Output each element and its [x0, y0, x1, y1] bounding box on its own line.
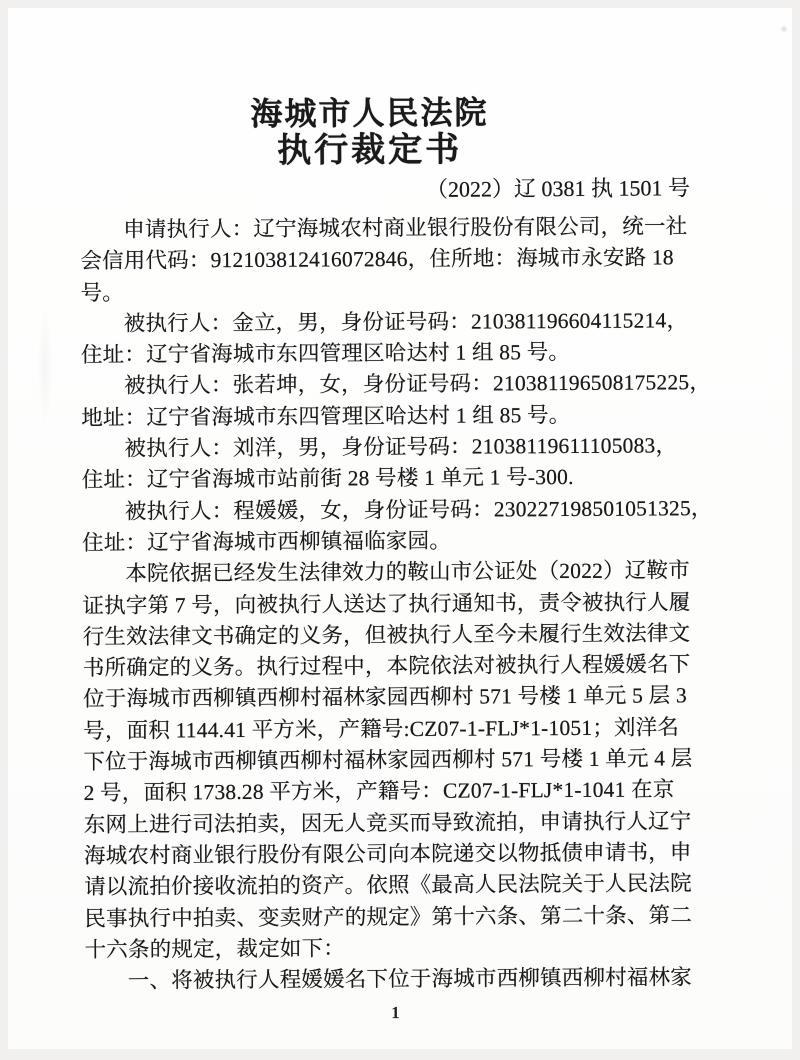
- body-line: 地址：辽宁省海城市东四管理区哈达村 1 组 85 号。: [81, 402, 571, 430]
- document-body: [80, 211, 735, 997]
- body-line: 号，面积 1144.41 平方米，产籍号:CZ07-1-FLJ*1-1051；刘洋名: [83, 715, 680, 743]
- body-line: 2 号，面积 1738.28 平方米，产籍号：CZ07-1-FLJ*1-1041 在京: [83, 777, 675, 806]
- body-line: 申请执行人：辽宁海城农村商业银行股份有限公司，统一社: [123, 214, 688, 242]
- body-line: 被执行人：程媛媛，女，身份证号码：230227198501051325，: [124, 495, 713, 524]
- page-number: 1: [391, 1003, 401, 1023]
- body-line: 海城农村商业银行股份有限公司向本院递交以物抵债申请书，申: [83, 840, 692, 868]
- document-heading: [8, 92, 790, 172]
- body-line: 被执行人：刘洋，男，身份证号码：21038119611105083，: [124, 433, 678, 461]
- body-line: 本院依据已经发生法律效力的鞍山市公证处（2022）辽鞍市: [125, 558, 690, 586]
- body-line: 被执行人：张若坤，女，身份证号码：210381196508175225，: [124, 370, 712, 399]
- body-line: 十六条的规定，裁定如下：: [84, 936, 346, 962]
- page-content: [8, 8, 792, 1049]
- body-line: 请以流拍价接收流拍的资产。依照《最高人民法院关于人民法院: [84, 871, 692, 900]
- body-line: 号。: [80, 280, 125, 305]
- body-line: 被执行人：金立，男，身份证号码：210381196604115214，: [123, 308, 689, 336]
- case-number: （2022）辽 0381 执 1501 号: [425, 175, 691, 202]
- court-name: 海城市人民法院: [250, 94, 489, 132]
- body-line: 书所确定的义务。执行过程中，本院依法对被执行人程媛媛名下: [82, 652, 691, 681]
- document-title: 执行裁定书: [277, 131, 463, 170]
- body-line: 行生效法律文书确定的义务，但被执行人至今未履行生效法律文: [82, 621, 691, 649]
- document-page: [8, 8, 792, 1049]
- body-line: 证执字第 7 号，向被执行人送达了执行通知书，责令被执行人履: [82, 589, 691, 618]
- body-line: 民事执行中拍卖、变卖财产的规定》第十六条、第二十条、第二: [84, 902, 693, 931]
- body-line: 位于海城市西柳镇西柳村福林家园西柳村 571 号楼 1 单元 5 层 3: [82, 683, 687, 712]
- body-line: 住址：辽宁省海城市东四管理区哈达村 1 组 85 号。: [80, 340, 571, 368]
- body-line: 东网上进行司法拍卖，因无人竞买而导致流拍，申请执行人辽宁: [83, 808, 692, 837]
- body-line: 一、将被执行人程媛媛名下位于海城市西柳镇西柳村福林家: [127, 965, 693, 993]
- body-line: 下位于海城市西柳镇西柳村福林家园西柳村 571 号楼 1 单元 4 层: [83, 746, 693, 774]
- body-line: 住址：辽宁省海城市站前街 28 号楼 1 单元 1 号-300.: [81, 465, 574, 493]
- body-line: 住址：辽宁省海城市西柳镇福临家园。: [82, 528, 452, 555]
- body-line: 会信用代码：912103812416072846，住所地：海城市永安路 18: [80, 245, 674, 274]
